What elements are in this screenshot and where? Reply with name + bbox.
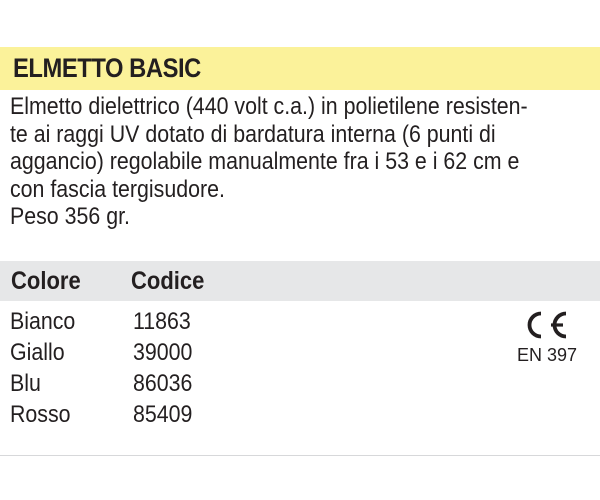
code-cell: 39000 bbox=[133, 339, 193, 366]
description-area bbox=[0, 90, 600, 261]
bottom-divider bbox=[0, 455, 600, 456]
color-column-header: Colore bbox=[11, 267, 81, 295]
code-column-header: Codice bbox=[131, 267, 205, 295]
code-cell: 85409 bbox=[133, 401, 193, 428]
product-title: ELMETTO BASIC bbox=[13, 53, 201, 83]
description-line: con fascia tergisudore. bbox=[10, 175, 225, 203]
product-description bbox=[10, 93, 580, 231]
description-line: Elmetto dielettrico (440 volt c.a.) in polietilene resisten- bbox=[10, 93, 528, 120]
table-header bbox=[0, 261, 600, 301]
color-cell: Bianco bbox=[10, 308, 76, 335]
description-line: te ai raggi UV dotato di bardatura interna (6 punti di bbox=[10, 120, 496, 148]
standard-label: EN 397 bbox=[516, 345, 578, 365]
product-card bbox=[0, 47, 600, 455]
color-cell: Giallo bbox=[10, 339, 65, 366]
table-body bbox=[0, 301, 600, 455]
description-line: Peso 356 gr. bbox=[10, 203, 130, 230]
certification-block bbox=[505, 309, 589, 369]
code-cell: 11863 bbox=[133, 308, 191, 335]
title-bar bbox=[0, 47, 600, 90]
table-row bbox=[0, 308, 460, 339]
description-line: aggancio) regolabile manualmente fra i 53 e i 62 cm e bbox=[10, 148, 520, 175]
code-cell: 86036 bbox=[133, 370, 193, 397]
color-cell: Rosso bbox=[10, 401, 71, 428]
table-row bbox=[0, 370, 460, 401]
table-row bbox=[0, 401, 460, 432]
table-row bbox=[0, 339, 460, 370]
color-cell: Blu bbox=[10, 370, 41, 397]
ce-mark-icon bbox=[521, 309, 571, 341]
